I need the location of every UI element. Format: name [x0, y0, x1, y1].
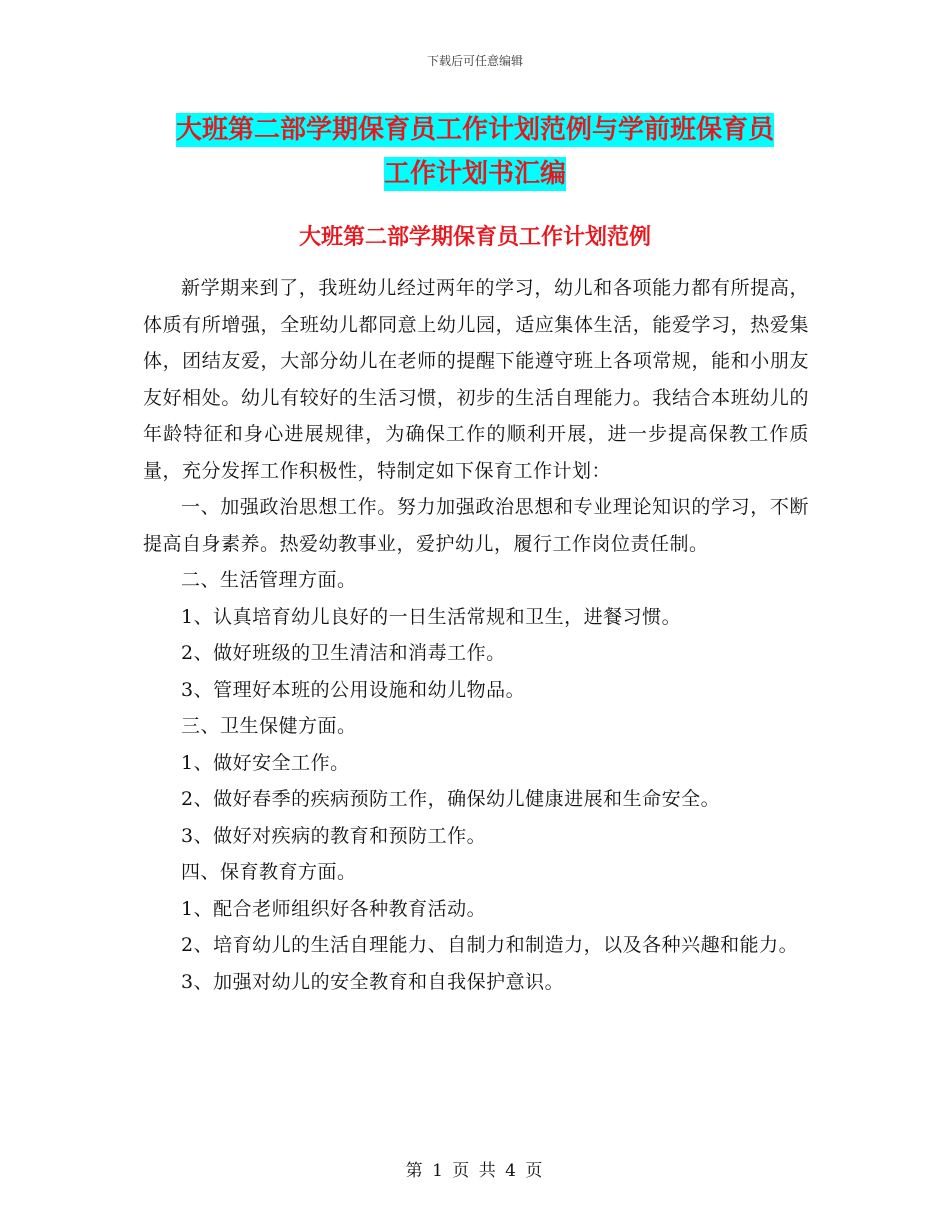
paragraph-intro: 新学期来到了，我班幼儿经过两年的学习，幼儿和各项能力都有所提高，体质有所增强，全班幼儿都同意上幼儿园，适应集体生活，能爱学习，热爱集体，团结友爱，大部分幼儿在老师的提醒下能遵守班上各项常规，能和小朋友友好相处。幼儿有较好的生活习惯，初步的生活自理能力。我结合本班幼儿的年龄特征和身心进展规律，为确保工作的顺利开展，进一步提高保教工作质量，充分发挥工作积极性，特制定如下保育工作计划： [143, 277, 809, 482]
heading-education: 四、保育教育方面。 [181, 861, 357, 883]
page-number: 第 1 页 共 4 页 [405, 1161, 545, 1181]
list-item: 2、做好班级的卫生清洁和消毒工作。 [181, 642, 506, 664]
list-item: 3、管理好本班的公用设施和幼儿物品。 [181, 678, 526, 701]
list-item: 2、做好春季的疾病预防工作，确保幼儿健康进展和生命安全。 [181, 788, 721, 810]
list-item: 1、做好安全工作。 [181, 751, 350, 774]
list-item: 3、加强对幼儿的安全教育和自我保护意识。 [181, 970, 565, 993]
section-title: 大班第二部学期保育员工作计划范例 [298, 225, 651, 250]
document-body [143, 270, 809, 1000]
list-item: 1、配合老师组织好各种教育活动。 [181, 897, 487, 920]
paragraph-political-work: 一、加强政治思想工作。努力加强政治思想和专业理论知识的学习，不断提高自身素养。热爱幼教事业，爱护幼儿，履行工作岗位责任制。 [143, 496, 809, 555]
document-title [140, 108, 810, 196]
list-item: 2、培育幼儿的生活自理能力、自制力和制造力，以及各种兴趣和能力。 [181, 934, 799, 956]
heading-life-management: 二、生活管理方面。 [181, 569, 357, 591]
heading-health-care: 三、卫生保健方面。 [181, 715, 357, 737]
document-title-line-2: 工作计划书汇编 [383, 159, 566, 189]
header-note: 下载后可任意编辑 [426, 54, 523, 68]
list-item: 1、认真培育幼儿良好的一日生活常规和卫生，进餐习惯。 [181, 605, 682, 628]
list-item: 3、做好对疾病的教育和预防工作。 [181, 824, 487, 847]
document-title-line-1: 大班第二部学期保育员工作计划范例与学前班保育员 [175, 115, 774, 145]
